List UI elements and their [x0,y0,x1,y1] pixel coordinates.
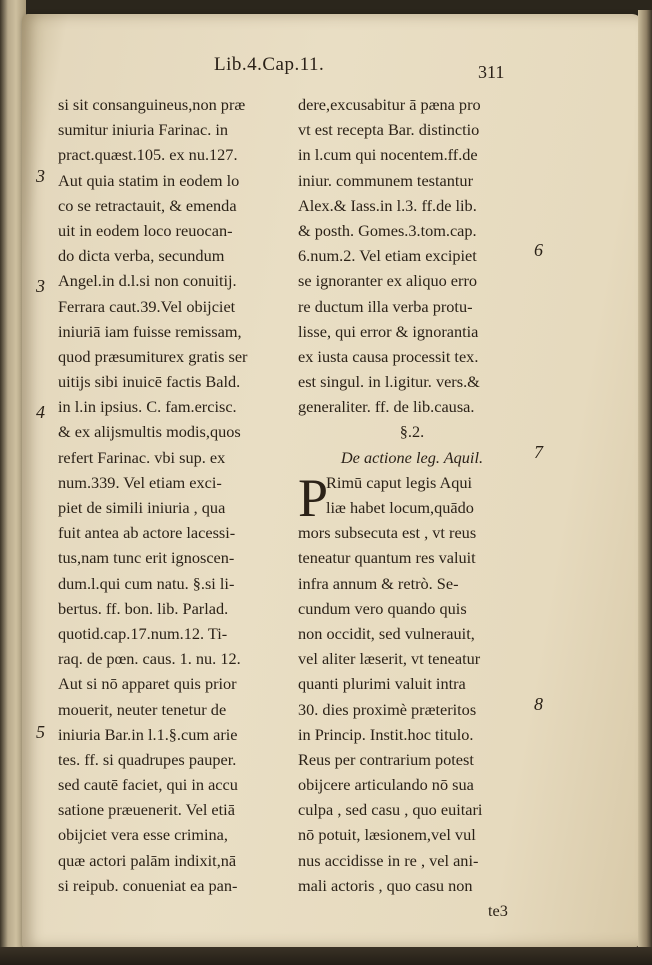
drop-cap: P [298,467,329,528]
margin-number: 4 [36,402,45,422]
text-line: in l.cum qui nocentem.ff.de [298,145,478,165]
text-line: liæ habet locum,quādo [326,498,474,517]
text-line: generaliter. ff. de lib.causa. [298,397,475,417]
text-line: iniuriā iam fuisse remissam, [58,321,242,341]
text-line: si sit consanguineus,non præ [58,95,246,114]
text-line: est singul. in l.igitur. vers.& [298,372,480,392]
text-line: iniuria Bar.in l.1.§.cum arie [58,724,238,744]
page-number: 311 [478,62,505,82]
text-line: Aut quia statim in eodem lo [58,170,240,190]
text-line: obijciet vera esse crimina, [58,825,228,845]
left-text-column [58,92,284,898]
text-line: bertus. ff. bon. lib. Parlad. [58,598,229,618]
text-line: iniur. communem testantur [298,170,473,190]
section-number: §.2. [399,422,425,442]
text-line: in l.in ipsius. C. fam.ercisc. [58,397,237,417]
text-line: num.339. Vel etiam exci- [58,472,222,492]
text-line: si reipub. conueniat ea pan- [58,875,238,895]
text-line: piet de simili iniuria , qua [58,498,226,517]
text-line: non occidit, sed vulnerauit, [298,623,475,643]
text-line: mouerit, neuter tenetur de [58,699,227,719]
text-line: dum.l.qui cum natu. §.si li- [58,573,235,593]
text-line: sed cautē faciet, qui in accu [58,775,238,795]
text-line: Reus per contrarium potest [298,749,474,769]
text-line: quotid.cap.17.num.12. Ti- [58,623,228,643]
text-line: refert Farinac. vbi sup. ex [58,447,226,467]
page-edge-right [638,10,652,950]
text-line: & ex alijsmultis modis,quos [58,422,241,442]
text-line: infra annum & retrò. Se- [298,573,459,593]
running-head: Lib.4.Cap.11. [214,54,325,75]
margin-number: 3 [36,166,45,186]
margin-number: 3 [36,276,45,296]
text-line: nō potuit, læsionem,vel vul [298,825,476,845]
text-line: dere,excusabitur ā pæna pro [298,95,481,114]
text-line: uitijs sibi inuicē factis Bald. [58,372,241,392]
margin-number: 6 [534,240,543,260]
text-line: Aut si nō apparet quis prior [58,674,237,694]
text-line: sumitur iniuria Farinac. in [58,120,229,140]
page-edge-bottom [0,947,652,965]
text-line: tus,nam tunc erit ignoscen- [58,548,235,568]
text-line: nus accidisse in re , vel ani- [298,850,479,870]
text-line: mali actoris , quo casu non [298,875,473,895]
text-line: 6.num.2. Vel etiam excipiet [298,246,477,266]
text-line: Angel.in d.l.si non conuitij. [58,271,237,291]
section-title: De actione leg. Aquil. [340,447,484,467]
margin-number: 7 [534,442,543,462]
text-line: pract.quæst.105. ex nu.127. [58,145,238,165]
text-line: teneatur quantum res valuit [298,548,476,568]
text-line: cundum vero quando quis [298,598,467,618]
margin-number: 5 [36,722,45,742]
text-line: vel aliter læserit, vt teneatur [298,649,481,669]
text-line: se ignoranter ex aliquo erro [298,271,478,291]
text-line: uit in eodem loco reuocan- [58,220,233,240]
text-line: mors subsecuta est , vt reus [298,523,477,543]
initial-paragraph [298,467,526,528]
text-line: re ductum illa verba protu- [298,296,473,316]
text-line: vt est recepta Bar. distinctio [298,120,480,140]
text-line: ex iusta causa processit tex. [298,346,479,366]
text-line: & posth. Gomes.3.tom.cap. [298,220,477,240]
text-line: fuit antea ab actore lacessi- [58,523,236,543]
text-line: quanti plurimi valuit intra [298,674,466,694]
text-line: co se retractauit, & emenda [58,195,237,215]
text-line: quæ actori palām indixit,nā [58,850,237,870]
text-line: Alex.& Iass.in l.3. ff.de lib. [298,195,477,215]
text-line: do dicta verba, secundum [58,246,225,266]
text-line: tes. ff. si quadrupes pauper. [58,749,237,769]
margin-number: 8 [534,694,543,714]
text-line: obijcere articulando nō sua [298,775,474,795]
text-line: Ferrara caut.39.Vel obijciet [58,296,236,316]
text-line: culpa , sed casu , quo euitari [298,800,483,820]
text-line: raq. de pœn. caus. 1. nu. 12. [58,649,241,669]
text-line: Rimū caput legis Aqui [326,472,473,492]
right-text-column [298,92,526,923]
text-line: 30. dies proximè præteritos [298,699,477,719]
text-line: satione præuenerit. Vel etiā [58,800,235,820]
text-line: quod præsumiturex gratis ser [58,346,248,366]
catchword: te3 [488,901,508,920]
text-line: in Princip. Instit.hoc titulo. [298,724,474,744]
text-line: lisse, qui error & ignorantia [298,321,479,341]
